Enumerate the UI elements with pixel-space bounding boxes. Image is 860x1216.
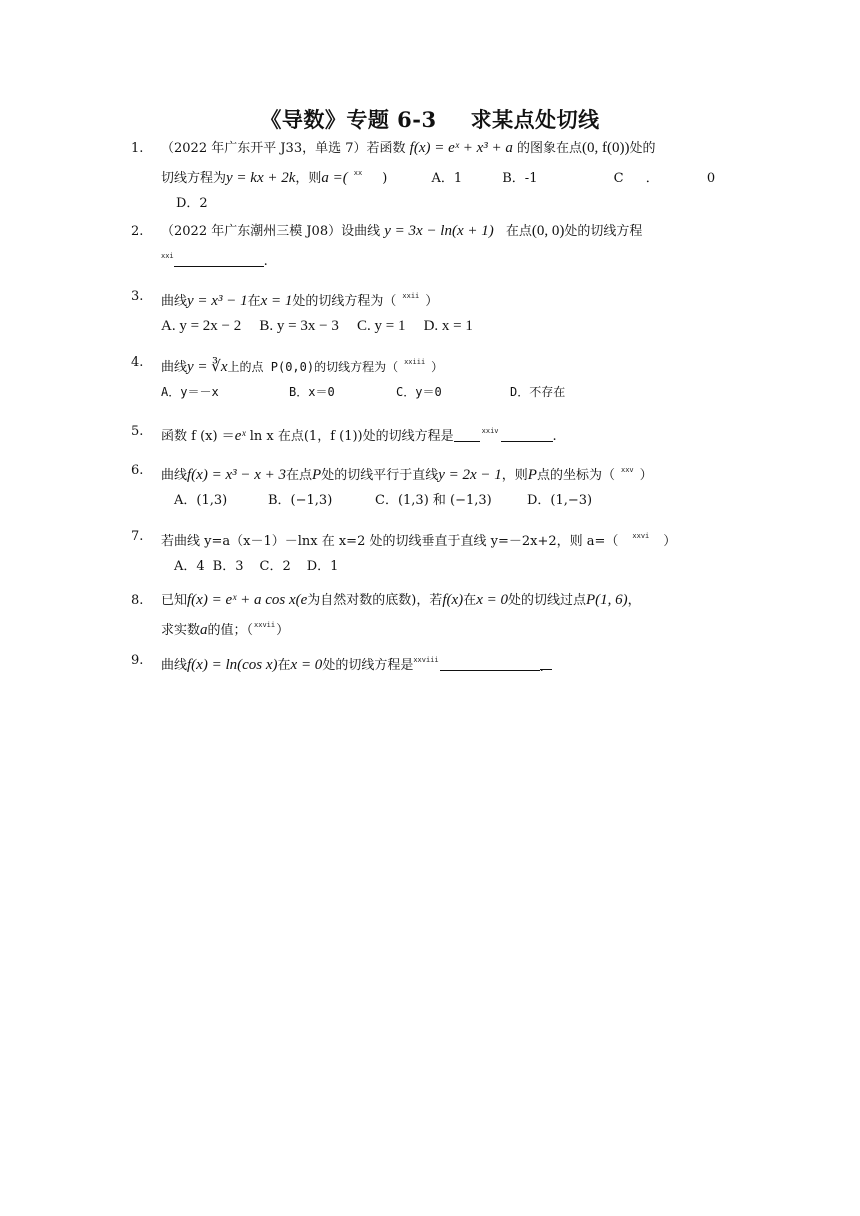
question-text: ，则 (295, 171, 322, 186)
line-equation: y = 2x − 1 (438, 467, 502, 483)
page-title (0, 104, 860, 134)
option-c: C (613, 171, 624, 186)
option-d: D．(1,−3) (527, 493, 593, 508)
footnote-marker: xxvii (254, 621, 276, 629)
question-text: 处的 (629, 141, 656, 156)
option-d: D．1 (306, 559, 339, 574)
question-text: 曲线 (161, 360, 188, 375)
question-number: 3. (131, 289, 144, 304)
option-b: B．3 (212, 559, 244, 574)
point-name: P (312, 467, 322, 483)
option-c-dot: ． (645, 171, 659, 186)
question-text: ln x 在点(1，f (1))处的切线方程是 (249, 429, 454, 444)
question-text: 处的切线方程是 (322, 658, 414, 673)
question-text: 为自然对数的底数)，若 (307, 593, 443, 608)
footnote-marker: xxi (161, 252, 174, 260)
question-number: 2. (131, 224, 144, 239)
point-expression: x = 0 (290, 657, 323, 673)
footnote-marker: xxiv (481, 427, 499, 435)
question-text: 处的切线平行于直线 (321, 468, 439, 483)
question-text: 若曲线 y=a（x－1）－lnx 在 x=2 处的切线垂直于直线 y=－2x+2，则 a=（ (161, 534, 619, 549)
question-text: 曲线 (161, 658, 188, 673)
answer-blank[interactable] (174, 252, 264, 267)
option-b: B．x＝0 (289, 385, 335, 399)
answer-bracket: ） (425, 294, 439, 309)
option-b: B．(−1,3) (268, 493, 333, 508)
variable-a: a (200, 622, 208, 638)
question-2 (131, 219, 741, 274)
title-subtopic: 求某点处切线 (470, 107, 600, 132)
answer-blank-left[interactable] (454, 427, 480, 442)
question-text: 处的切线过点 (507, 593, 586, 608)
option-a: A. y = 2x − 2 (161, 318, 242, 334)
title-topic: 《导数》专题 6-3 (260, 107, 437, 132)
question-text: 的值；（ (207, 623, 254, 638)
answer-bracket: ） (431, 360, 444, 374)
question-text: ， (627, 593, 641, 608)
question-source: （2022 年广东潮州三模 J08）设曲线 (161, 224, 381, 239)
function-expression: y = ∛x (187, 359, 228, 375)
footnote-marker: xxiii (404, 358, 426, 366)
question-5 (131, 419, 741, 449)
period: . (540, 655, 552, 670)
question-text: 处的切线方程为（ (292, 294, 397, 309)
option-d: D. x = 1 (423, 318, 473, 334)
question-text: 在 (463, 593, 477, 608)
point-expression: (0, 0) (531, 223, 565, 239)
question-text: 曲线 (161, 294, 188, 309)
option-b: B．-1 (502, 171, 538, 186)
question-text: 在点 (505, 224, 532, 239)
period: . (552, 429, 557, 444)
function-expression: f(x) = eˣ + a cos x(e (187, 592, 308, 608)
question-text: 点的坐标为（ (536, 468, 615, 483)
option-c: C．(1,3) 和 (−1,3) (375, 493, 492, 508)
option-c: C．y＝0 (396, 385, 442, 399)
answer-bracket: ） (276, 623, 290, 638)
question-number: 4. (131, 355, 144, 370)
question-1 (131, 136, 741, 216)
option-a: A．(1,3) (174, 493, 228, 508)
function-name: f(x) (442, 592, 464, 608)
option-c: C．2 (259, 559, 291, 574)
function-expression: f(x) = eˣ + x³ + a (409, 140, 513, 156)
question-number: 9. (131, 653, 144, 668)
answer-prompt: a =( (321, 170, 348, 186)
footnote-marker: xxv (620, 466, 634, 474)
question-text: 在 (277, 658, 291, 673)
answer-blank-right[interactable] (501, 427, 553, 442)
option-c: C. y = 1 (356, 318, 406, 334)
question-text: 函数 f (x) ＝ (161, 429, 235, 444)
answer-bracket: ） (663, 534, 677, 549)
question-text: 求实数 (161, 623, 201, 638)
option-a: A．4 (174, 559, 205, 574)
footnote-marker: xxvi (632, 532, 650, 540)
point-expression: x = 0 (476, 592, 508, 608)
answer-bracket: ） (639, 468, 653, 483)
function-expression: f(x) = x³ − x + 3 (187, 467, 287, 483)
question-number: 8. (131, 593, 144, 608)
question-text: 曲线 (161, 468, 188, 483)
question-4 (131, 350, 741, 405)
tangent-equation: y = kx + 2k (226, 170, 296, 186)
answer-blank[interactable] (440, 656, 540, 671)
question-6 (131, 458, 741, 513)
question-9 (131, 648, 741, 678)
question-8 (131, 588, 751, 643)
question-text: 切线方程为 (161, 171, 227, 186)
question-text: 已知 (161, 593, 188, 608)
footnote-marker: xxii (402, 292, 420, 300)
period: . (263, 254, 268, 269)
function-expression: y = 3x − ln(x + 1) (384, 223, 494, 239)
question-text: 处的切线方程 (564, 224, 643, 239)
option-a: A．y＝－x (161, 385, 219, 399)
question-source: （2022 年广东开平 J33，单选 7）若函数 (161, 141, 406, 156)
option-c-value: 0 (706, 171, 716, 186)
question-7 (131, 524, 741, 579)
question-text: 的图象在点 (517, 141, 583, 156)
question-text: ，则 (501, 468, 528, 483)
option-b: B. y = 3x − 3 (259, 318, 339, 334)
question-text: 在 (247, 294, 261, 309)
question-number: 5. (131, 424, 144, 439)
function-expression: eˣ (234, 428, 246, 444)
question-text: 上的点 P(0,0)的切线方程为（ (227, 360, 399, 374)
question-text: 在点 (286, 468, 313, 483)
question-number: 6. (131, 463, 144, 478)
point-p: P(1, 6) (586, 592, 628, 608)
footnote-marker: xx (353, 169, 363, 177)
question-number: 7. (131, 529, 144, 544)
option-d: D．不存在 (510, 385, 566, 399)
point-name: P (527, 467, 537, 483)
point-expression: x = 1 (260, 293, 293, 309)
function-expression: f(x) = ln(cos x) (187, 657, 278, 673)
function-expression: y = x³ − 1 (187, 293, 248, 309)
question-number: 1. (131, 141, 144, 156)
option-d: D．2 (176, 196, 208, 211)
answer-bracket: ) (382, 171, 388, 186)
question-3 (131, 284, 741, 339)
footnote-marker: xxviii (413, 656, 439, 664)
option-a: A．1 (431, 171, 463, 186)
point-expression: (0, f(0)) (582, 140, 630, 156)
